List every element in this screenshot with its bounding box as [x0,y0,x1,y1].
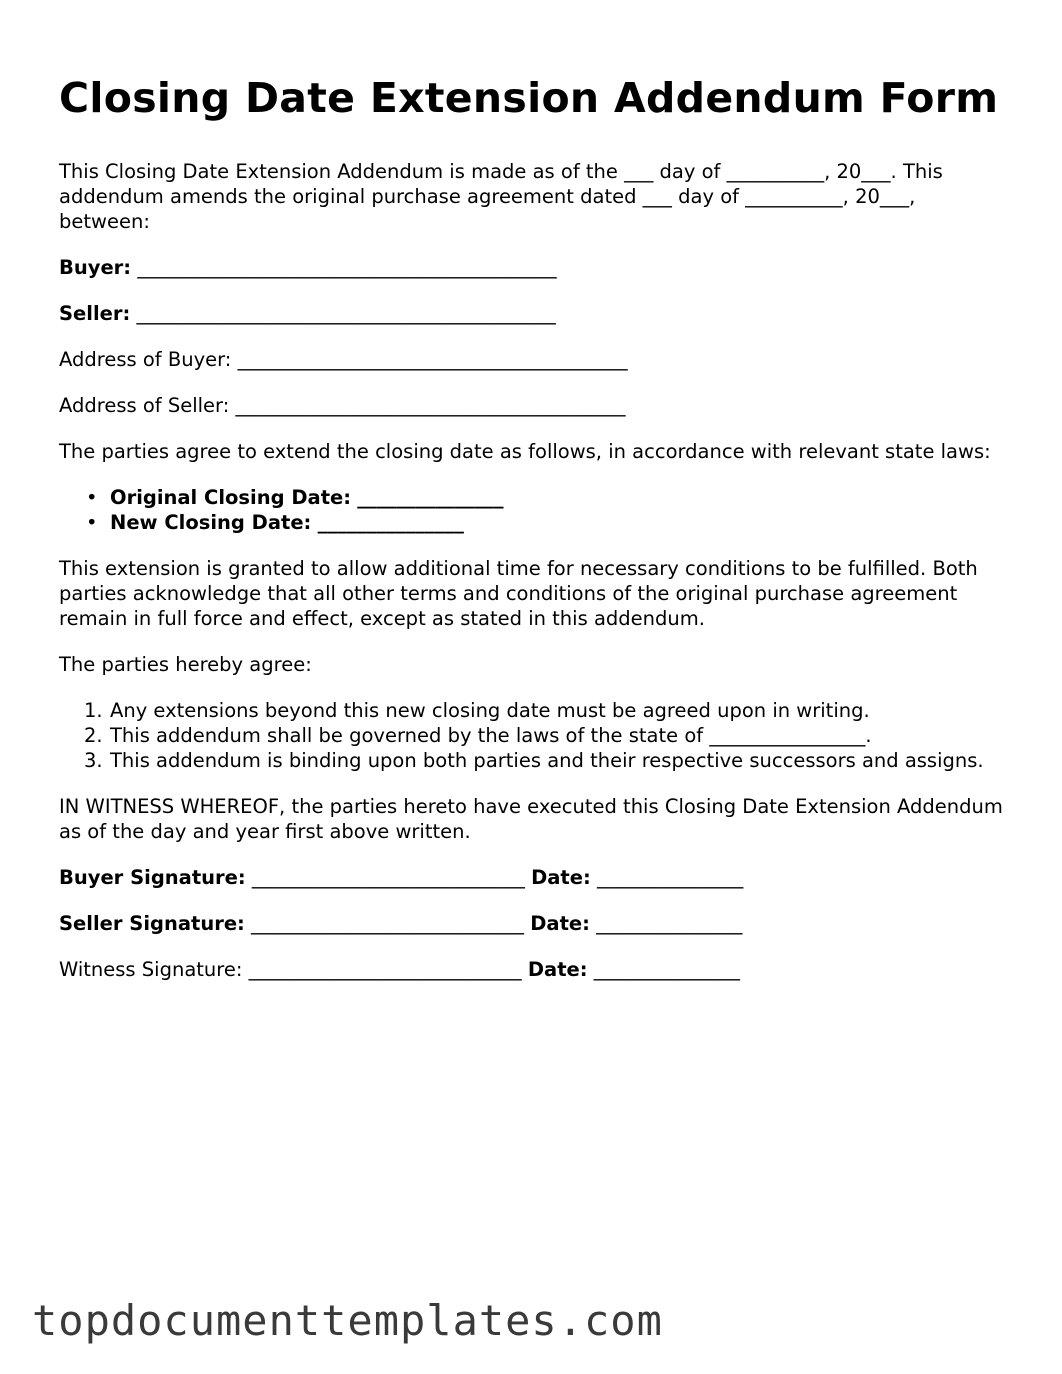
watermark: topdocumenttemplates.com [32,1296,663,1345]
intro-paragraph: This Closing Date Extension Addendum is made as of the ___ day of __________, 20___. This addendum amends the original purchase agreement dated ___ day of __________, 20___, between: [59,160,943,233]
seller-address-label: Address of Seller: [59,394,230,417]
list-item-original-closing-date [86,485,1004,510]
extension-paragraph: This extension is granted to allow additional time for necessary conditions to be fulfilled. Both parties acknowledge that all other terms and conditions of the original purchase agreement remain in full force and effect, except as stated in this addendum. [59,557,978,630]
buyer-blank[interactable]: ___________________________________________ [137,256,557,279]
agreement-text: This addendum shall be governed by the laws of the state of ________________. [110,724,872,747]
buyer-address-blank[interactable]: ________________________________________ [237,348,628,371]
seller-signature-line [59,911,1004,936]
buyer-date-blank[interactable]: _______________ [596,866,744,889]
seller-signature-label: Seller Signature: [59,912,245,935]
document-page [59,74,1004,1003]
witness-signature-label: Witness Signature: [59,958,243,981]
agree-intro: The parties hereby agree: [59,653,312,676]
closing-dates-list [59,485,1004,535]
seller-blank[interactable]: ___________________________________________ [136,302,556,325]
witness-date-blank[interactable]: _______________ [593,958,740,981]
agreement-text: Any extensions beyond this new closing date must be agreed upon in writing. [110,699,870,722]
witness-signature-line [59,957,1004,982]
original-closing-date-blank[interactable]: _______________ [357,486,504,509]
list-number: 1. [84,699,103,722]
extend-paragraph: The parties agree to extend the closing date as follows, in accordance with relevant state laws: [59,440,991,463]
list-item [84,723,1004,748]
buyer-address-label: Address of Buyer: [59,348,232,371]
seller-line [59,301,1004,326]
buyer-signature-blank[interactable]: ____________________________ [251,866,525,889]
seller-address-blank[interactable]: ________________________________________ [235,394,626,417]
original-closing-date-label: Original Closing Date: [110,486,352,509]
new-closing-date-blank[interactable]: _______________ [317,511,464,534]
list-item [84,748,1004,773]
witness-date-label: Date: [527,958,588,981]
buyer-line [59,255,1004,280]
buyer-date-label: Date: [531,866,591,889]
agreement-text: This addendum is binding upon both parties and their respective successors and assigns. [110,749,984,772]
bullet-icon: • [86,511,98,534]
witness-signature-blank[interactable]: ____________________________ [248,958,522,981]
seller-address-line [59,393,1004,418]
list-number: 3. [84,749,103,772]
buyer-label: Buyer: [59,256,132,279]
seller-date-label: Date: [530,912,590,935]
list-number: 2. [84,724,103,747]
buyer-address-line [59,347,1004,372]
new-closing-date-label: New Closing Date: [110,511,312,534]
seller-signature-blank[interactable]: ____________________________ [251,912,525,935]
page-title: Closing Date Extension Addendum Form [59,74,999,122]
agreements-list [59,698,1004,773]
bullet-icon: • [86,486,98,509]
buyer-signature-line [59,865,1004,890]
seller-date-blank[interactable]: _______________ [596,912,743,935]
list-item-new-closing-date [86,510,1004,535]
witness-paragraph: IN WITNESS WHEREOF, the parties hereto have executed this Closing Date Extension Addendum as of the day and year first above written. [59,795,1003,843]
buyer-signature-label: Buyer Signature: [59,866,246,889]
seller-label: Seller: [59,302,131,325]
list-item [84,698,1004,723]
